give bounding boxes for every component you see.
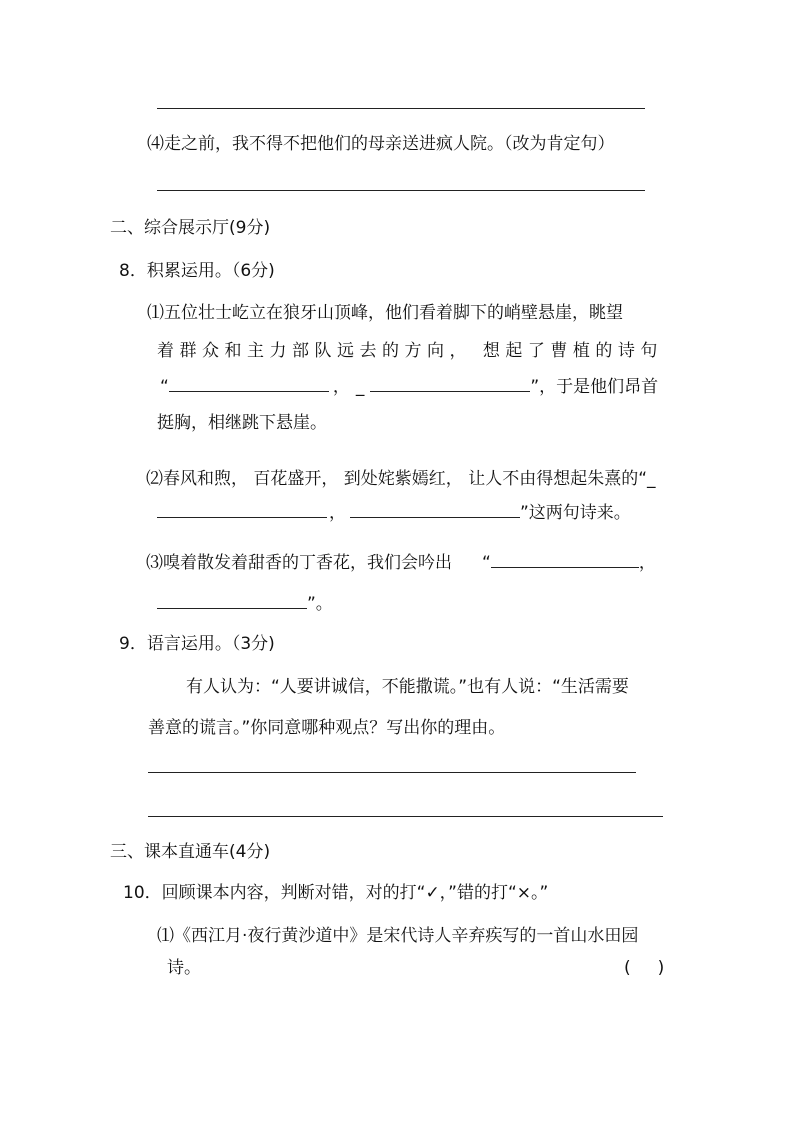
q8-item3-open-quote: “ <box>482 553 491 573</box>
q8-item1-line2: 着群众和主力部队远去的方向， 想起了曹植的诗句 <box>157 341 663 361</box>
q8-item2-blank-1[interactable] <box>157 501 327 518</box>
q8-item2-comma: ， <box>329 503 346 523</box>
q10-item1-line2: 诗。 <box>167 958 201 978</box>
answer-line-q9-2[interactable] <box>148 816 663 817</box>
answer-line-q7-3[interactable] <box>157 108 645 109</box>
q8-item1-blank-2[interactable] <box>370 375 530 392</box>
q8-item3-end: ”。 <box>307 594 333 614</box>
q8-item1-dash: _ <box>355 377 365 397</box>
q10-item1-line1: ⑴《西江月·夜行黄沙道中》是宋代诗人辛弃疾写的一首山水田园 <box>157 926 639 946</box>
question-9-title: 9．语言运用。（3分) <box>119 634 275 654</box>
q8-item1-comma: ， <box>332 377 350 397</box>
q8-item3-text: ⑶嗅着散发着甜香的丁香花，我们会吟出 <box>146 553 452 573</box>
q8-item2-line1: ⑵春风和煦， 百花盛开， 到处姹紫嫣红， 让人不由得想起朱熹的“_ <box>146 469 656 489</box>
q8-item3-comma: ， <box>638 553 656 573</box>
q8-item2-end: ”这两句诗来。 <box>520 503 631 523</box>
q8-item3-line1 <box>146 551 656 574</box>
section-2-heading: 二、综合展示厅(9分) <box>110 218 271 238</box>
q9-line1: 有人认为：“人要讲诚信，不能撒谎。”也有人说：“生活需要 <box>186 677 629 697</box>
q8-item1-line1: ⑴五位壮士屹立在狼牙山顶峰，他们看着脚下的峭壁悬崖，眺望 <box>147 303 623 323</box>
q8-item1-close-quote: ”，于是他们昂首 <box>530 377 659 397</box>
q8-item2-line2 <box>157 501 631 524</box>
q8-item1-line4: 挺胸，相继跳下悬崖。 <box>157 413 327 433</box>
q8-item1-open-quote: “ <box>160 377 169 397</box>
question-8-title: 8．积累运用。（6分) <box>119 261 275 281</box>
q8-item1-line3 <box>160 375 658 398</box>
q8-item1-blank-1[interactable] <box>169 375 329 392</box>
question-10-title: 10．回顾课本内容，判断对错，对的打“✓，”错的打“×。” <box>123 883 549 903</box>
q7-item4-text: ⑷走之前，我不得不把他们的母亲送进疯人院。（改为肯定句） <box>147 134 615 154</box>
q8-item2-blank-2[interactable] <box>350 501 520 518</box>
section-3-heading: 三、课本直通车(4分) <box>110 842 271 862</box>
q8-item3-line2 <box>157 592 333 615</box>
q9-line2: 善意的谎言。”你同意哪种观点？写出你的理由。 <box>148 718 506 738</box>
answer-line-q9-1[interactable] <box>148 772 636 773</box>
q8-item3-blank-1[interactable] <box>491 551 639 568</box>
q10-item1-answer-parens[interactable]: ( ) <box>624 958 665 978</box>
q8-item3-blank-2[interactable] <box>157 592 307 609</box>
answer-line-q7-4[interactable] <box>157 190 645 191</box>
